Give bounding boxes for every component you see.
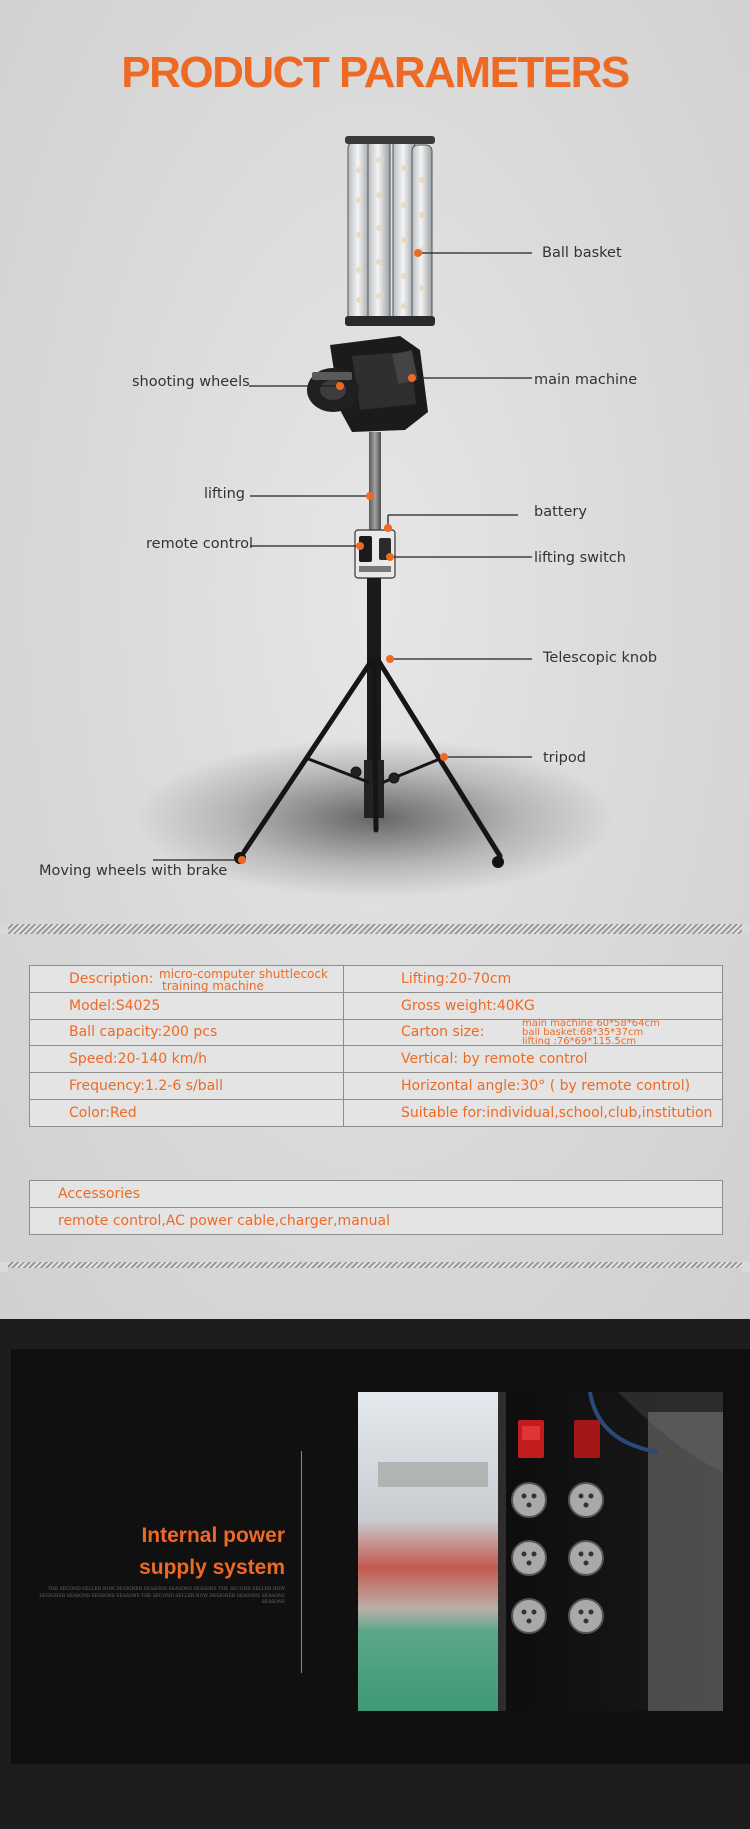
param-lifting: Lifting:20-70cm bbox=[344, 966, 723, 993]
description-line1: micro-computer shuttlecock bbox=[159, 967, 328, 981]
table-row bbox=[30, 966, 723, 993]
callout-lifting: lifting bbox=[204, 486, 246, 502]
carton-label: Carton size: bbox=[401, 1024, 485, 1041]
table-row bbox=[30, 1208, 723, 1235]
callout-battery: battery bbox=[534, 504, 587, 520]
callout-main-machine: main machine bbox=[534, 372, 638, 388]
carton-line3: lifting :76*69*115.5cm bbox=[522, 1035, 637, 1047]
power-title-line1: Internal power bbox=[141, 1524, 285, 1547]
table-row bbox=[30, 992, 723, 1019]
table-row bbox=[30, 1046, 723, 1073]
power-title-line2: supply system bbox=[139, 1556, 285, 1579]
description-label: Description: bbox=[69, 970, 154, 987]
param-vertical: Vertical: by remote control bbox=[344, 1046, 723, 1073]
accessories-list: remote control,AC power cable,charger,manual bbox=[30, 1208, 723, 1235]
param-description bbox=[30, 966, 344, 993]
param-gross-weight: Gross weight:40KG bbox=[344, 992, 723, 1019]
param-frequency: Frequency:1.2-6 s/ball bbox=[30, 1073, 344, 1100]
accent-divider-line bbox=[301, 1451, 302, 1673]
power-supply-title bbox=[139, 1520, 285, 1584]
parameters-table bbox=[29, 965, 723, 1127]
footer-band bbox=[0, 1764, 750, 1829]
callout-remote-control: remote control bbox=[146, 536, 254, 552]
table-row bbox=[30, 1073, 723, 1100]
hatch-divider-top bbox=[0, 924, 750, 934]
callout-moving-wheels: Moving wheels with brake bbox=[39, 863, 228, 879]
callout-shooting-wheels: shooting wheels bbox=[132, 374, 250, 390]
main-machine-body bbox=[307, 336, 428, 432]
lifting-pole bbox=[369, 432, 381, 537]
page-title: PRODUCT PARAMETERS bbox=[121, 48, 629, 97]
param-speed: Speed:20-140 km/h bbox=[30, 1046, 344, 1073]
carton-line1: main machine 60*58*64cm bbox=[522, 1017, 660, 1029]
param-model: Model:S4025 bbox=[30, 992, 344, 1019]
accessories-table bbox=[29, 1180, 723, 1235]
param-horizontal: Horizontal angle:30° ( by remote control) bbox=[344, 1073, 723, 1100]
accessories-header: Accessories bbox=[30, 1181, 723, 1208]
param-carton-size bbox=[344, 1019, 723, 1046]
param-color: Color:Red bbox=[30, 1099, 344, 1126]
callout-ball-basket: Ball basket bbox=[542, 245, 622, 261]
callout-lifting-switch: lifting switch bbox=[534, 550, 626, 566]
callout-tripod: tripod bbox=[543, 750, 586, 766]
ball-basket-tubes bbox=[345, 136, 435, 326]
hatch-divider-bottom bbox=[0, 1262, 750, 1268]
description-line2: training machine bbox=[162, 979, 264, 993]
carton-line2: ball basket:68*35*37cm bbox=[522, 1026, 644, 1038]
table-row bbox=[30, 1181, 723, 1208]
param-suitable: Suitable for:individual,school,club,institution bbox=[344, 1099, 723, 1126]
power-supply-caption: THE SECOND SELLER NOW DESIGNER SEASONS SEASONS SEASONS THE SECOND SELLER NOW DESIGNER SEASONS SEASONS SEASONS THE SECOND SELLER NOW DESIGNER SEASONS SEASONS SEASONS bbox=[39, 1587, 285, 1605]
param-ball-capacity: Ball capacity:200 pcs bbox=[30, 1019, 344, 1046]
table-row bbox=[30, 1019, 723, 1046]
callout-telescopic-knob: Telescopic knob bbox=[543, 650, 658, 666]
table-row bbox=[30, 1099, 723, 1126]
power-panel-photo bbox=[358, 1392, 723, 1711]
